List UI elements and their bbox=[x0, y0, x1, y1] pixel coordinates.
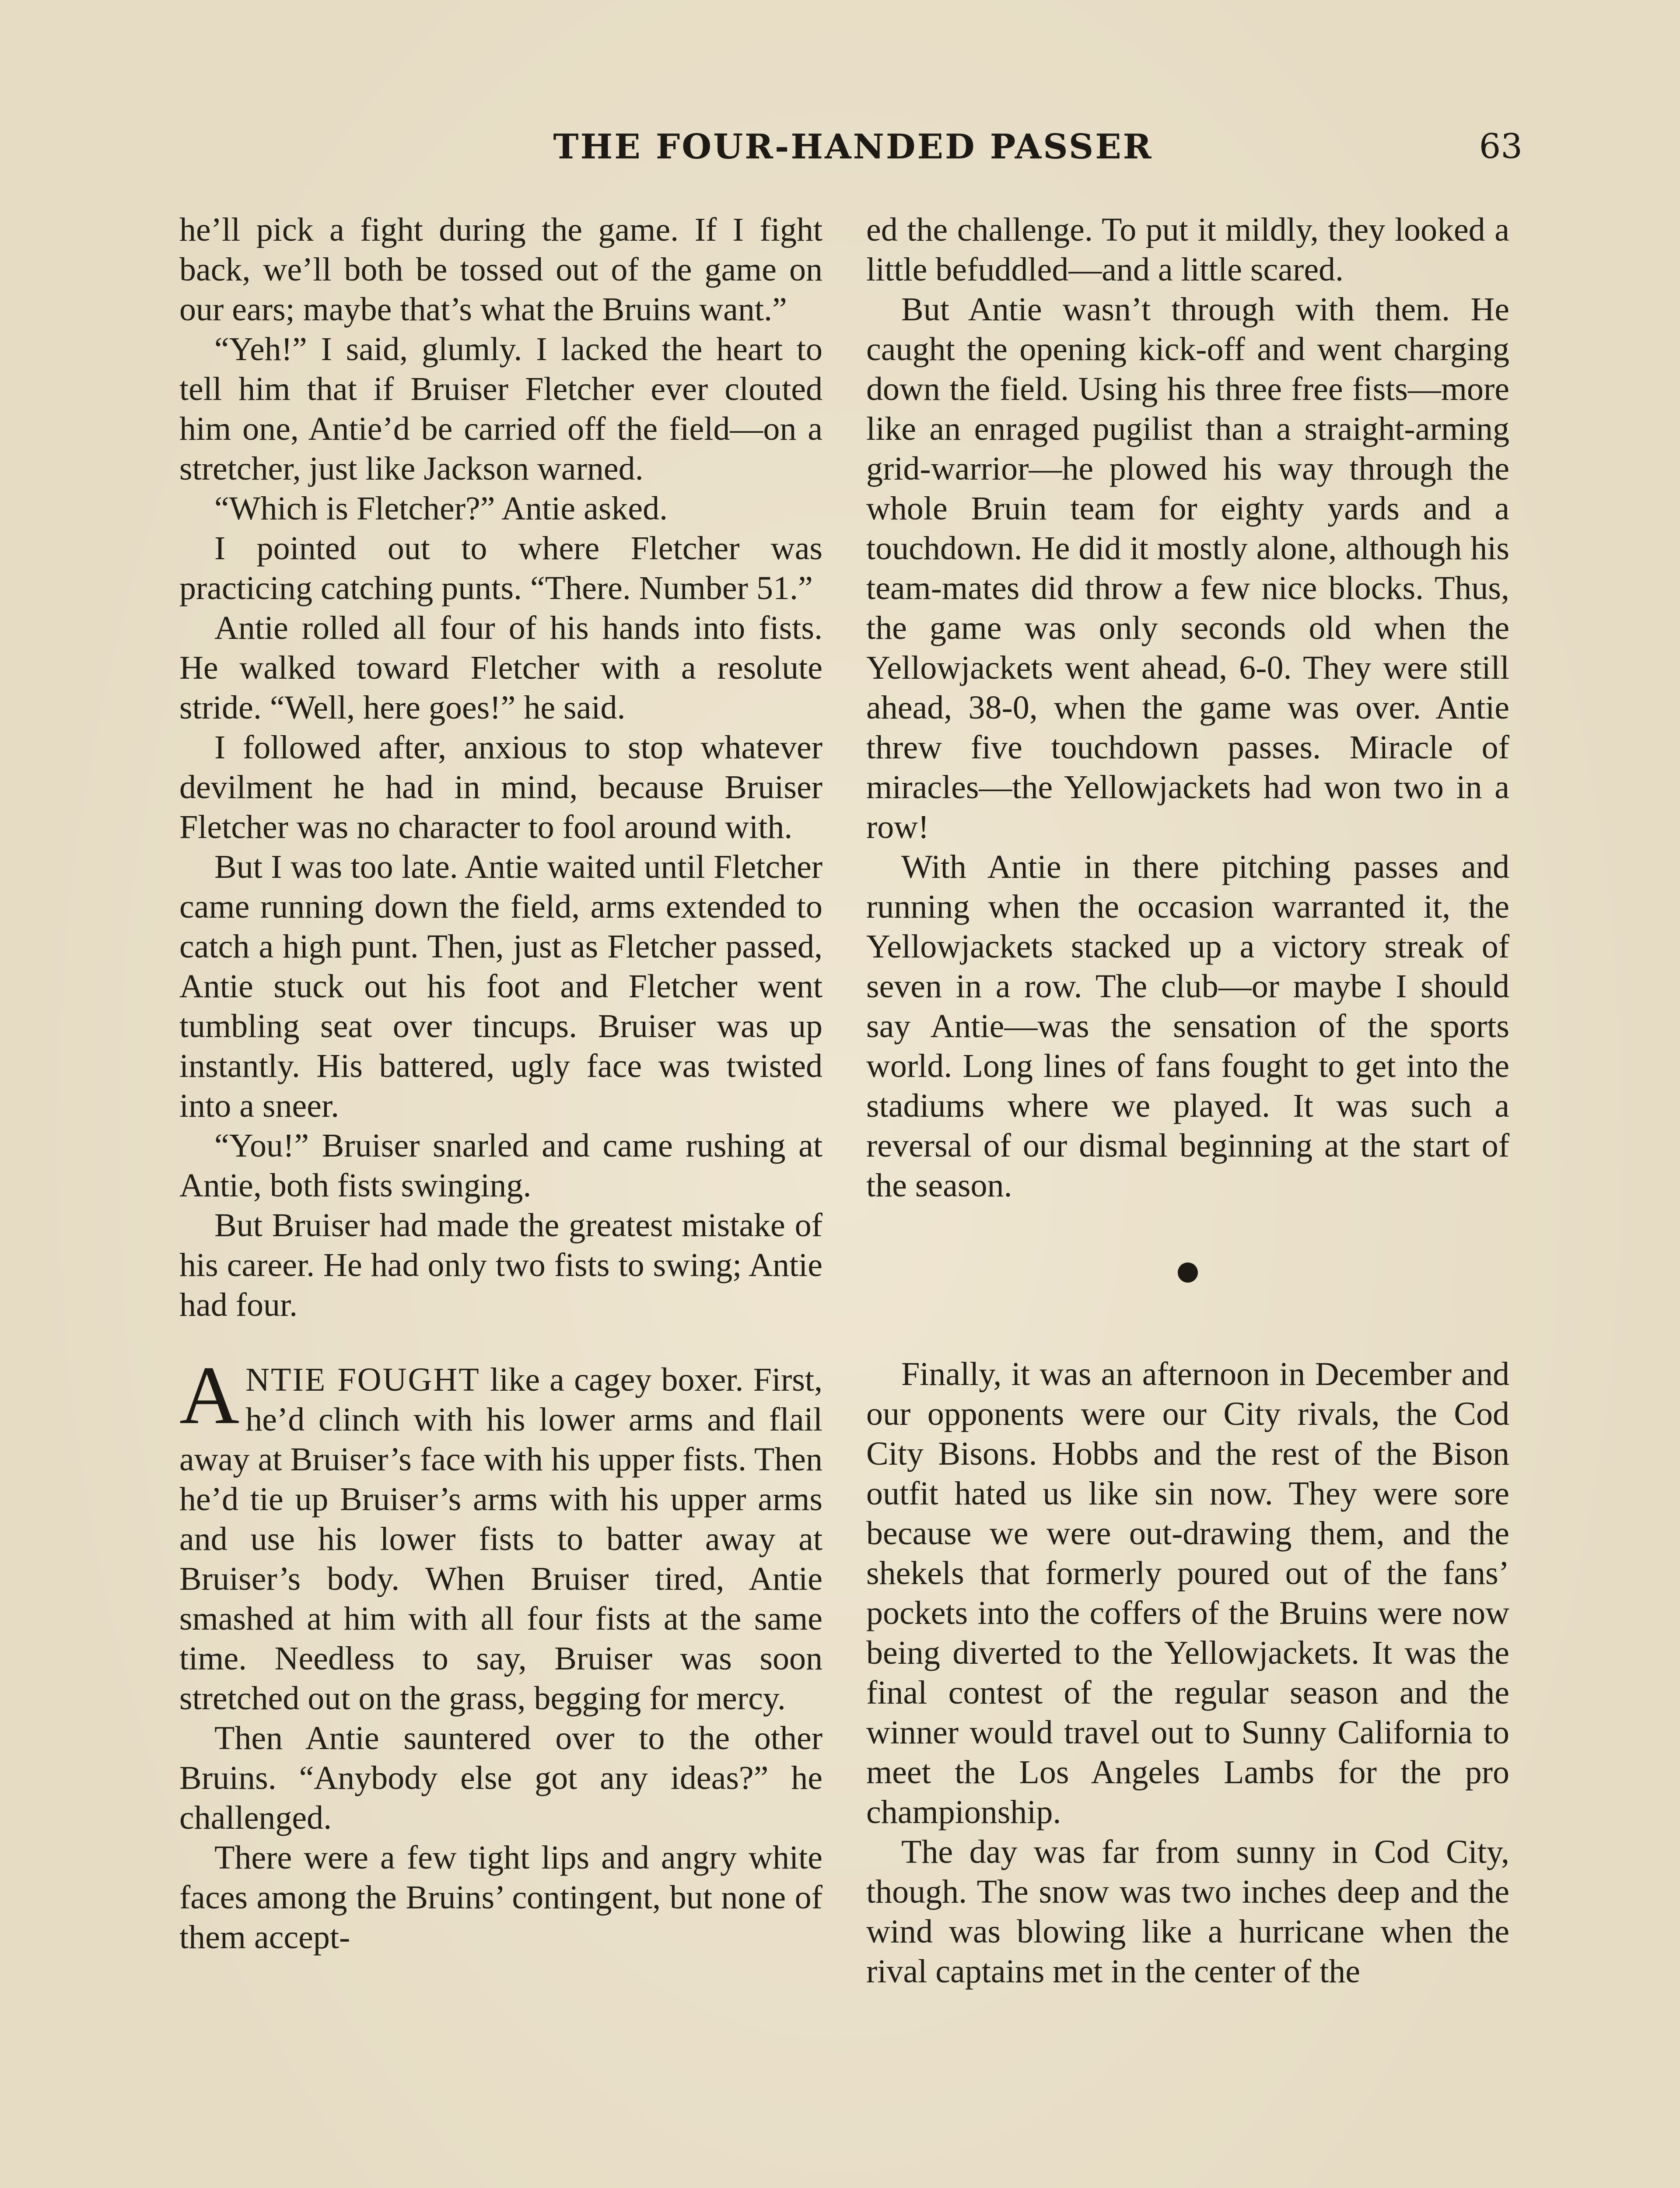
paragraph: There were a few tight lips and angry white faces among the Bruins’ contingent, but none of them accept- bbox=[179, 1839, 822, 1956]
paragraph: I pointed out to where Fletcher was practicing catching punts. “There. Number 51.” bbox=[179, 530, 822, 607]
paragraph: “Which is Fletcher?” Antie asked. bbox=[214, 490, 668, 527]
left-column bbox=[179, 210, 822, 1957]
lead-in-caps: NTIE FOUGHT bbox=[245, 1361, 480, 1398]
paragraph: With Antie in there pitching passes and running when the occasion warranted it, the Yellowjackets stacked up a victory streak of seven in a row. The club—or maybe I should say Antie—was the sensation of the sports world. Long lines of fans fought to get into the stadiums where we played. It was such a reversal of our dismal beginning at the start of the season. bbox=[866, 849, 1509, 1204]
paragraph: “Yeh!” I said, glumly. I lacked the heart to tell him that if Bruiser Fletcher ever clouted him one, Antie’d be carried off the field—on a stretcher, just like Jackson warned. bbox=[179, 331, 822, 487]
paragraph: I followed after, anxious to stop whatever devilment he had in mind, because Bruiser Fletcher was no character to fool around with. bbox=[179, 729, 822, 845]
paragraph: Finally, it was an afternoon in December and our opponents were our City rivals, the Cod City Bisons. Hobbs and the rest of the Bison outfit hated us like sin now. They were sore because we were out-drawing them, and the shekels that formerly poured out of the fans’ pockets into the coffers of the Bruins were now being diverted to the Yellowjackets. It was the final contest of the regular season and the winner would travel out to Sunny California to meet the Los Angeles Lambs for the pro championship. bbox=[866, 1356, 1509, 1830]
drop-cap: A bbox=[179, 1350, 240, 1441]
section-break bbox=[866, 1206, 1509, 1354]
paragraph: The day was far from sunny in Cod City, though. The snow was two inches deep and the wind was blowing like a hurricane when the rival captains met in the center of the bbox=[866, 1834, 1509, 1990]
paragraph: But Antie wasn’t through with them. He caught the opening kick-off and went charging down the field. Using his three free fists—more like an enraged pugilist than a straight-arming grid-warrior—he plowed his way through the whole Bruin team for eighty yards and a touchdown. He did it mostly alone, although his team-mates did throw a few nice blocks. Thus, the game was only seconds old when the Yellowjackets went ahead, 6-0. They were still ahead, 38-0, when the game was over. Antie threw five touchdown passes. Miracle of miracles—the Yellowjackets had won two in a row! bbox=[866, 291, 1509, 845]
page-number: 63 bbox=[1479, 127, 1522, 166]
running-title: THE FOUR-HANDED PASSER bbox=[553, 127, 1153, 167]
paragraph: Then Antie sauntered over to the other Bruins. “Anybody else got any ideas?” he challenged. bbox=[179, 1720, 822, 1836]
paragraph: Antie rolled all four of his hands into fists. He walked toward Fletcher with a resolute stride. “Well, here goes!” he said. bbox=[179, 610, 822, 726]
paragraph: But Bruiser had made the greatest mistake of his career. He had only two fists to swing; Antie had four. bbox=[179, 1207, 822, 1323]
paragraph: he’ll pick a fight during the game. If I fight back, we’ll both be tossed out of the game on our ears; maybe that’s what the Bruins want.” bbox=[179, 211, 822, 328]
section-opening-paragraph bbox=[179, 1350, 823, 1718]
page-header bbox=[184, 127, 1522, 179]
paragraph: ed the challenge. To put it mildly, they looked a little befuddled—and a little scared. bbox=[866, 211, 1509, 288]
right-column bbox=[866, 210, 1509, 1992]
paragraph: “You!” Bruiser snarled and came rushing at Antie, both fists swinging. bbox=[179, 1127, 822, 1204]
paragraph: But I was too late. Antie waited until Fletcher came running down the field, arms extended to catch a high punt. Then, just as Fletcher passed, Antie stuck out his foot and Fletcher went tumbling seat over tincups. Bruiser was up instantly. His battered, ugly face was twisted into a sneer. bbox=[179, 849, 822, 1124]
paragraph-text: like a cagey boxer. First, he’d clinch with his lower arms and flail away at Bruiser’s face with his upper fists. Then he’d tie up Bruiser’s arms with his upper arms and use his lower fists to batter away at Bruiser’s body. When Bruiser tired, Antie smashed at him with all four fists at the same time. Needless to say, Bruiser was soon stretched out on the grass, begging for mercy. bbox=[179, 1361, 823, 1717]
section-break-bullet-icon bbox=[1178, 1262, 1198, 1283]
